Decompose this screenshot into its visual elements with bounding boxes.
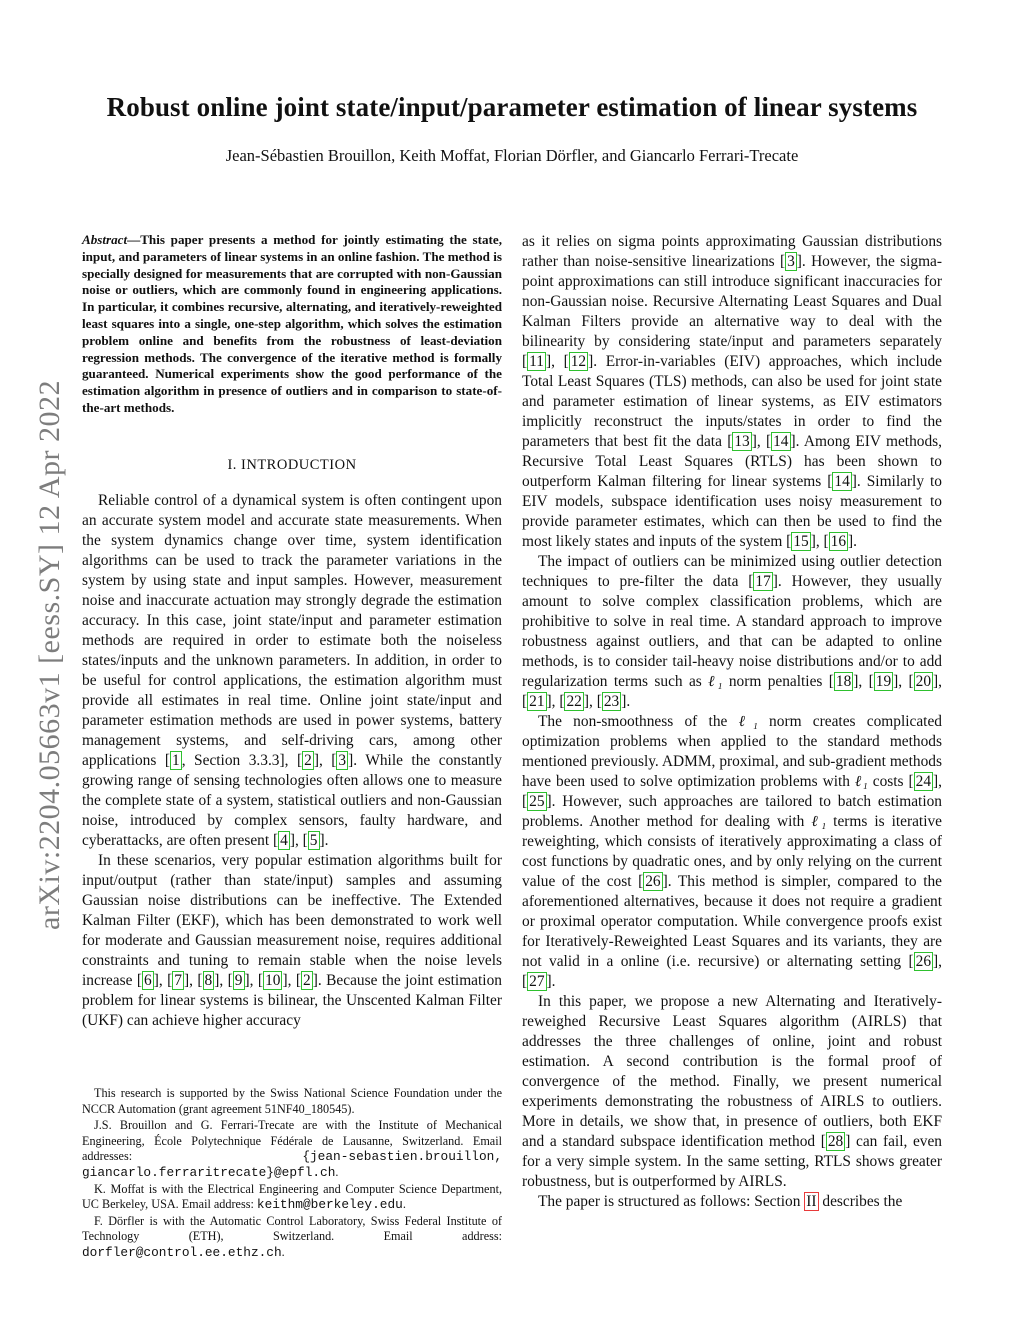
section-heading-introduction: I. INTRODUCTION xyxy=(227,456,357,473)
citation-link[interactable]: 9 xyxy=(234,971,243,989)
text-run: ], [ xyxy=(183,971,203,989)
text-run: ], [ xyxy=(546,693,565,710)
text-run: ], [ xyxy=(313,751,337,769)
text-run: ], [ xyxy=(282,971,302,989)
text-run: ]. This method is simpler, compared to the aforementioned alternatives, because it does not require a gradient or proximal operator computation. While convergence proofs exist for Iteratively-Reweighted Least Squares and its variants, they are not valid in a online (i.e. recursive) or alternating setting [ xyxy=(522,873,942,970)
citation-link[interactable]: 21 xyxy=(529,693,545,710)
l1-norm-symbol: ℓ₁ xyxy=(738,713,758,730)
citation-link[interactable]: 2 xyxy=(304,751,312,769)
text-run: ], [ xyxy=(289,831,308,849)
text-run: The non-smoothness of the xyxy=(538,713,739,730)
text-run: ]. xyxy=(621,693,631,710)
text-run: describes the xyxy=(818,1193,903,1210)
citation-link[interactable]: 5 xyxy=(309,831,318,849)
text-run: ]. Among EIV methods, Recursive Total Least Squares (RTLS) has been shown to outperform Kalman filtering for linear systems [ xyxy=(522,433,943,490)
citation-link[interactable]: 15 xyxy=(793,533,809,550)
citation-link[interactable]: 10 xyxy=(265,971,281,989)
intro-paragraph-4 xyxy=(522,552,942,712)
text-run: Reliable control of a dynamical system is often contingent upon an accurate system model and accurate state measurements. When the system dynamics change over time, system identification algorithms can be used to track the parameter variations in the system by using state and input samples. However, measurement noise and inaccurate actuation may strongly degrade the estimation accuracy. In this case, joint state/input and parameter estimation methods are required in order to estimate both the noiseless states/inputs and the unknown parameters. In addition, in order to be useful for control applications, the estimation algorithm must provide all estimates in real time. Online joint state/input and parameter estimation methods are used in power systems, battery management systems, and self-driving cars, among other applications [ xyxy=(82,491,502,769)
l1-norm-symbol: ℓ₁ xyxy=(854,773,868,790)
text-run: In these scenarios, very popular estimation algorithms built for input/output (rather than state/input) samples and assuming Gaussian noise distributions can be ineffective. The Extended Kalman Filter (EKF), which has been demonstrated to work well for moderate and Gaussian measurement noise, requires additional constraints and tuning to remain stable when the noise levels increase [ xyxy=(82,851,502,989)
abstract-label: Abstract xyxy=(82,232,128,247)
text-run: The impact of outliers can be minimized using outlier detection techniques to pre-filter the data [ xyxy=(522,553,942,590)
intro-paragraph-3 xyxy=(522,232,942,552)
intro-paragraph-5 xyxy=(522,712,942,992)
text-run: ]. xyxy=(319,831,329,849)
text-run: terms is iterative reweighting, which consists of iteratively approximating a class of cost functions by quadratic ones, and by only relying on the current value of the cost [ xyxy=(522,813,942,890)
citation-link[interactable]: 28 xyxy=(827,1133,844,1150)
text-run: ], [ xyxy=(545,353,569,370)
text-run: ], [ xyxy=(893,673,914,690)
citation-link[interactable]: 26 xyxy=(645,873,661,890)
text-run: F. Dörfler is with the Automatic Control Laboratory, Swiss Federal Institute of Technology (ETH), Switzerland. Email address: xyxy=(82,1213,502,1244)
text-run: ]. While the constantly growing range of sensing technologies often allows one to measure the complete state of a system, statistical outliers and non-Gaussian noise, introduced by complex sensors, faulty hardware, and cyberattacks, are often present [ xyxy=(82,751,502,849)
l1-norm-symbol: ℓ₁ xyxy=(708,673,723,690)
text-run: ], [ xyxy=(853,673,874,690)
citation-link[interactable]: 27 xyxy=(529,973,545,990)
text-run: ]. Because the joint estimation problem for linear systems is bilinear, the Unscented Kalman Filter (UKF) can achieve higher accuracy xyxy=(82,971,502,1029)
text-run: J.S. Brouillon and G. Ferrari-Trecate are with the Institute of Mechanical Engineering, École Polytechnique Fédérale de Lausanne, Switzerland. Email addresses: xyxy=(82,1118,502,1164)
text-run: norm penalties [ xyxy=(722,673,834,690)
citation-link[interactable]: 26 xyxy=(915,953,932,970)
section-reference-link[interactable]: II xyxy=(806,1193,817,1210)
citation-link[interactable]: 22 xyxy=(566,693,582,710)
citation-link[interactable]: 7 xyxy=(174,971,182,989)
email-link[interactable]: {jean-sebastien.brouillon, giancarlo.ferraritrecate}@epfl.ch xyxy=(82,1149,502,1180)
text-run: ], [ xyxy=(751,433,772,450)
text-run: ], [ xyxy=(810,533,829,550)
text-run: ], [ xyxy=(583,693,602,710)
text-run: ]. However, such approaches are tailored to batch estimation problems. Another method for dealing with xyxy=(522,793,942,830)
footnote-berkeley-affiliation xyxy=(82,1182,502,1213)
l1-norm-symbol: ℓ₁ xyxy=(811,813,827,830)
text-run: ], [ xyxy=(153,971,173,989)
text-run: ]. Error-in-variables (EIV) approaches, which include Total Least Squares (TLS) methods, can also be used for joint state and parameter estimation of linear systems, as EIV estimators implicitly reconstruct the inputs/states in order to find the parameters that best fit the data [ xyxy=(522,353,942,450)
citation-link[interactable]: 3 xyxy=(338,751,347,769)
right-column xyxy=(522,232,942,1212)
text-run: The paper is structured as follows: Section xyxy=(538,1193,805,1210)
text-run: ], [ xyxy=(522,673,943,710)
citation-link[interactable]: 25 xyxy=(529,793,545,810)
left-column xyxy=(82,232,502,1031)
text-run: norm creates complicated optimization problems when applied to the standard methods mentioned previously. ADMM, proximal, and sub-gradient methods have been used to solve optimization problems with xyxy=(522,713,942,790)
citation-link[interactable]: 24 xyxy=(915,773,932,790)
email-link[interactable]: dorfler@control.ee.ethz.ch xyxy=(82,1244,282,1260)
arxiv-identifier-stamp[interactable]: arXiv:2204.05663v1 [eess.SY] 12 Apr 2022 xyxy=(33,380,66,930)
text-run: . xyxy=(335,1164,339,1179)
abstract-text: —This paper presents a method for jointly estimating the state, input, and parameters of linear systems in an online fashion. The method is specially designed for measurements that are corrupted with non-Gaussian noise or outliers, which are commonly found in engineering applications. In particular, it combines recursive, alternating, and iteratively-reweighted least squares into a single, one-step algorithm, which solves the estimation problem online and benefits from the robustness of least-deviation regression methods. The convergence of the iterative method is formally guaranteed. Numerical experiments show the good performance of the estimation algorithm in presence of outliers and in comparison to state-of-the-art methods. xyxy=(82,232,502,415)
paper-title: Robust online joint state/input/parameter estimation of linear systems xyxy=(106,92,918,122)
citation-link[interactable]: 3 xyxy=(787,253,795,270)
text-run: ], [ xyxy=(522,953,942,990)
citation-link[interactable]: 23 xyxy=(603,693,620,710)
text-run: . xyxy=(281,1244,285,1259)
citation-link[interactable]: 4 xyxy=(280,831,288,849)
email-link[interactable]: keithm@berkeley.edu xyxy=(256,1197,403,1213)
citation-link[interactable]: 12 xyxy=(570,353,587,370)
text-run: K. Moffat is with the Electrical Engineering and Computer Science Department, UC Berkeley, USA. Email address: xyxy=(82,1181,502,1212)
text-run: ]. Similarly to EIV models, subspace identification uses noisy measurement to provide parameter estimates, which can then be used to find the most likely states and inputs of the system [ xyxy=(522,473,942,550)
intro-paragraph-1 xyxy=(82,491,502,851)
footnote-epfl-affiliation xyxy=(82,1118,502,1180)
text-run: as it relies on sigma points approximating Gaussian distributions rather than noise-sensitive linearizations [ xyxy=(522,233,942,270)
citation-link[interactable]: 14 xyxy=(773,433,789,450)
citation-link[interactable]: 11 xyxy=(529,353,544,370)
text-run: ], [ xyxy=(522,773,942,810)
abstract xyxy=(82,232,502,417)
text-run: , Section 3.3.3], [ xyxy=(181,751,303,769)
text-run: ]. However, they usually amount to solve complex classification problems, which are prohibitive to solve in real time. A standard approach to improve robustness against outliers, and that can be adapted to online methods, is to consider tail-heavy noise distributions and/or to add regularization terms such as xyxy=(522,573,942,690)
citation-link[interactable]: 2 xyxy=(303,971,311,989)
footnote-eth-affiliation xyxy=(82,1214,502,1261)
text-run: ] can fail, even for a very simple system. In the same setting, RTLS shows greater robustness, but is outperformed by AIRLS. xyxy=(522,1133,942,1190)
citation-link[interactable]: 1 xyxy=(172,751,180,769)
intro-paragraph-7 xyxy=(522,1192,942,1212)
citation-link[interactable]: 16 xyxy=(830,533,847,550)
citation-link[interactable]: 20 xyxy=(915,673,932,690)
footnote-funding: This research is supported by the Swiss National Science Foundation under the NCCR Automation (grant agreement 51NF40_180545). xyxy=(82,1086,502,1116)
text-run: . xyxy=(402,1197,406,1212)
citation-link[interactable]: 8 xyxy=(204,971,213,989)
citation-link[interactable]: 17 xyxy=(755,573,771,590)
citation-link[interactable]: 6 xyxy=(144,971,152,989)
citation-link[interactable]: 19 xyxy=(875,673,892,690)
intro-paragraph-6 xyxy=(522,992,942,1192)
text-run: ]. However, the sigma-point approximations can still introduce significant inaccuracies for non-Gaussian noise. Recursive Alternating Least Squares and Dual Kalman Filters provide an alternative way to deal with the bilinearity by considering state/input and parameters separately [ xyxy=(522,253,942,370)
text-run: In this paper, we propose a new Alternating and Iteratively-reweighed Recursive Least Squares algorithm (AIRLS) that addresses the three challenges of online, joint and robust estimation. A second contribution is the formal proof of convergence of the method. Finally, we present numerical experiments demonstrating the robustness of AIRLS to outliers. More in details, we show that, in presence of outliers, both EKF and a standard subspace identification method [ xyxy=(522,993,942,1150)
citation-link[interactable]: 14 xyxy=(834,473,850,490)
text-run: ], [ xyxy=(244,971,264,989)
text-run: costs [ xyxy=(867,773,914,790)
author-list: Jean-Sébastien Brouillon, Keith Moffat, Florian Dörfler, and Giancarlo Ferrari-Trecate xyxy=(225,146,799,165)
text-run: ]. xyxy=(546,973,556,990)
citation-link[interactable]: 18 xyxy=(835,673,852,690)
text-run: ], [ xyxy=(214,971,233,989)
intro-paragraph-2 xyxy=(82,851,502,1031)
footnotes xyxy=(82,1086,502,1262)
citation-link[interactable]: 13 xyxy=(734,433,750,450)
text-run: ]. xyxy=(848,533,858,550)
